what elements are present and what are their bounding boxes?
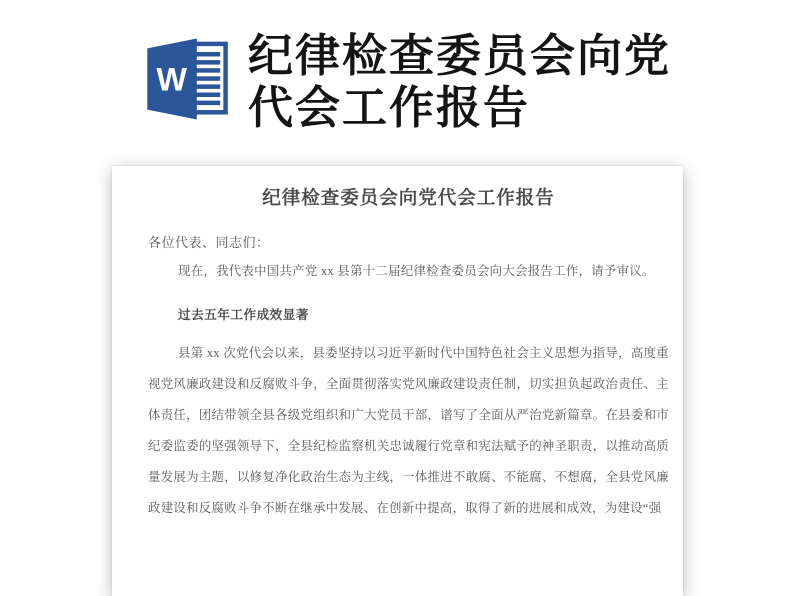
doc-greeting: 各位代表、同志们： (148, 235, 270, 250)
page-title-line2: 代会工作报告 (248, 82, 531, 133)
document-preview-page (112, 166, 683, 596)
document-header (140, 30, 671, 134)
word-icon (140, 34, 232, 124)
doc-intro-paragraph: 现在，我代表中国共产党 xx 县第十二届纪律检查委员会向大会报告工作，请予审议。 (178, 264, 655, 278)
page-title-line1: 纪律检查委员会向党 (248, 30, 672, 81)
doc-body-paragraph: 县第 xx 次党代会以来，县委坚持以习近平新时代中国特色社会主义思想为指导，高度重视党风廉政建设和反腐败斗争，全面贯彻落实党风廉政建设责任制，切实担负起政治责任、主体责任，团结带领全县各级党组织和广大党员干部，谱写了全面从严治党新篇章。在县委和市纪委监委的坚强领导下，全县纪检监察机关忠诚履行党章和宪法赋予的神圣职责，以推动高质量发展为主题，以修复净化政治生态为主线，一体推进不敢腐、不能腐、不想腐，全县党风廉政建设和反腐败斗争不断在继承中发展、在创新中提高，取得了新的进展和成效，为建设“强 (148, 346, 669, 515)
page-title (248, 30, 671, 134)
doc-title: 纪律检查委员会向党代会工作报告 (262, 189, 555, 209)
doc-section-heading: 过去五年工作成效显著 (178, 308, 309, 322)
word-icon-letter: W (156, 61, 187, 98)
